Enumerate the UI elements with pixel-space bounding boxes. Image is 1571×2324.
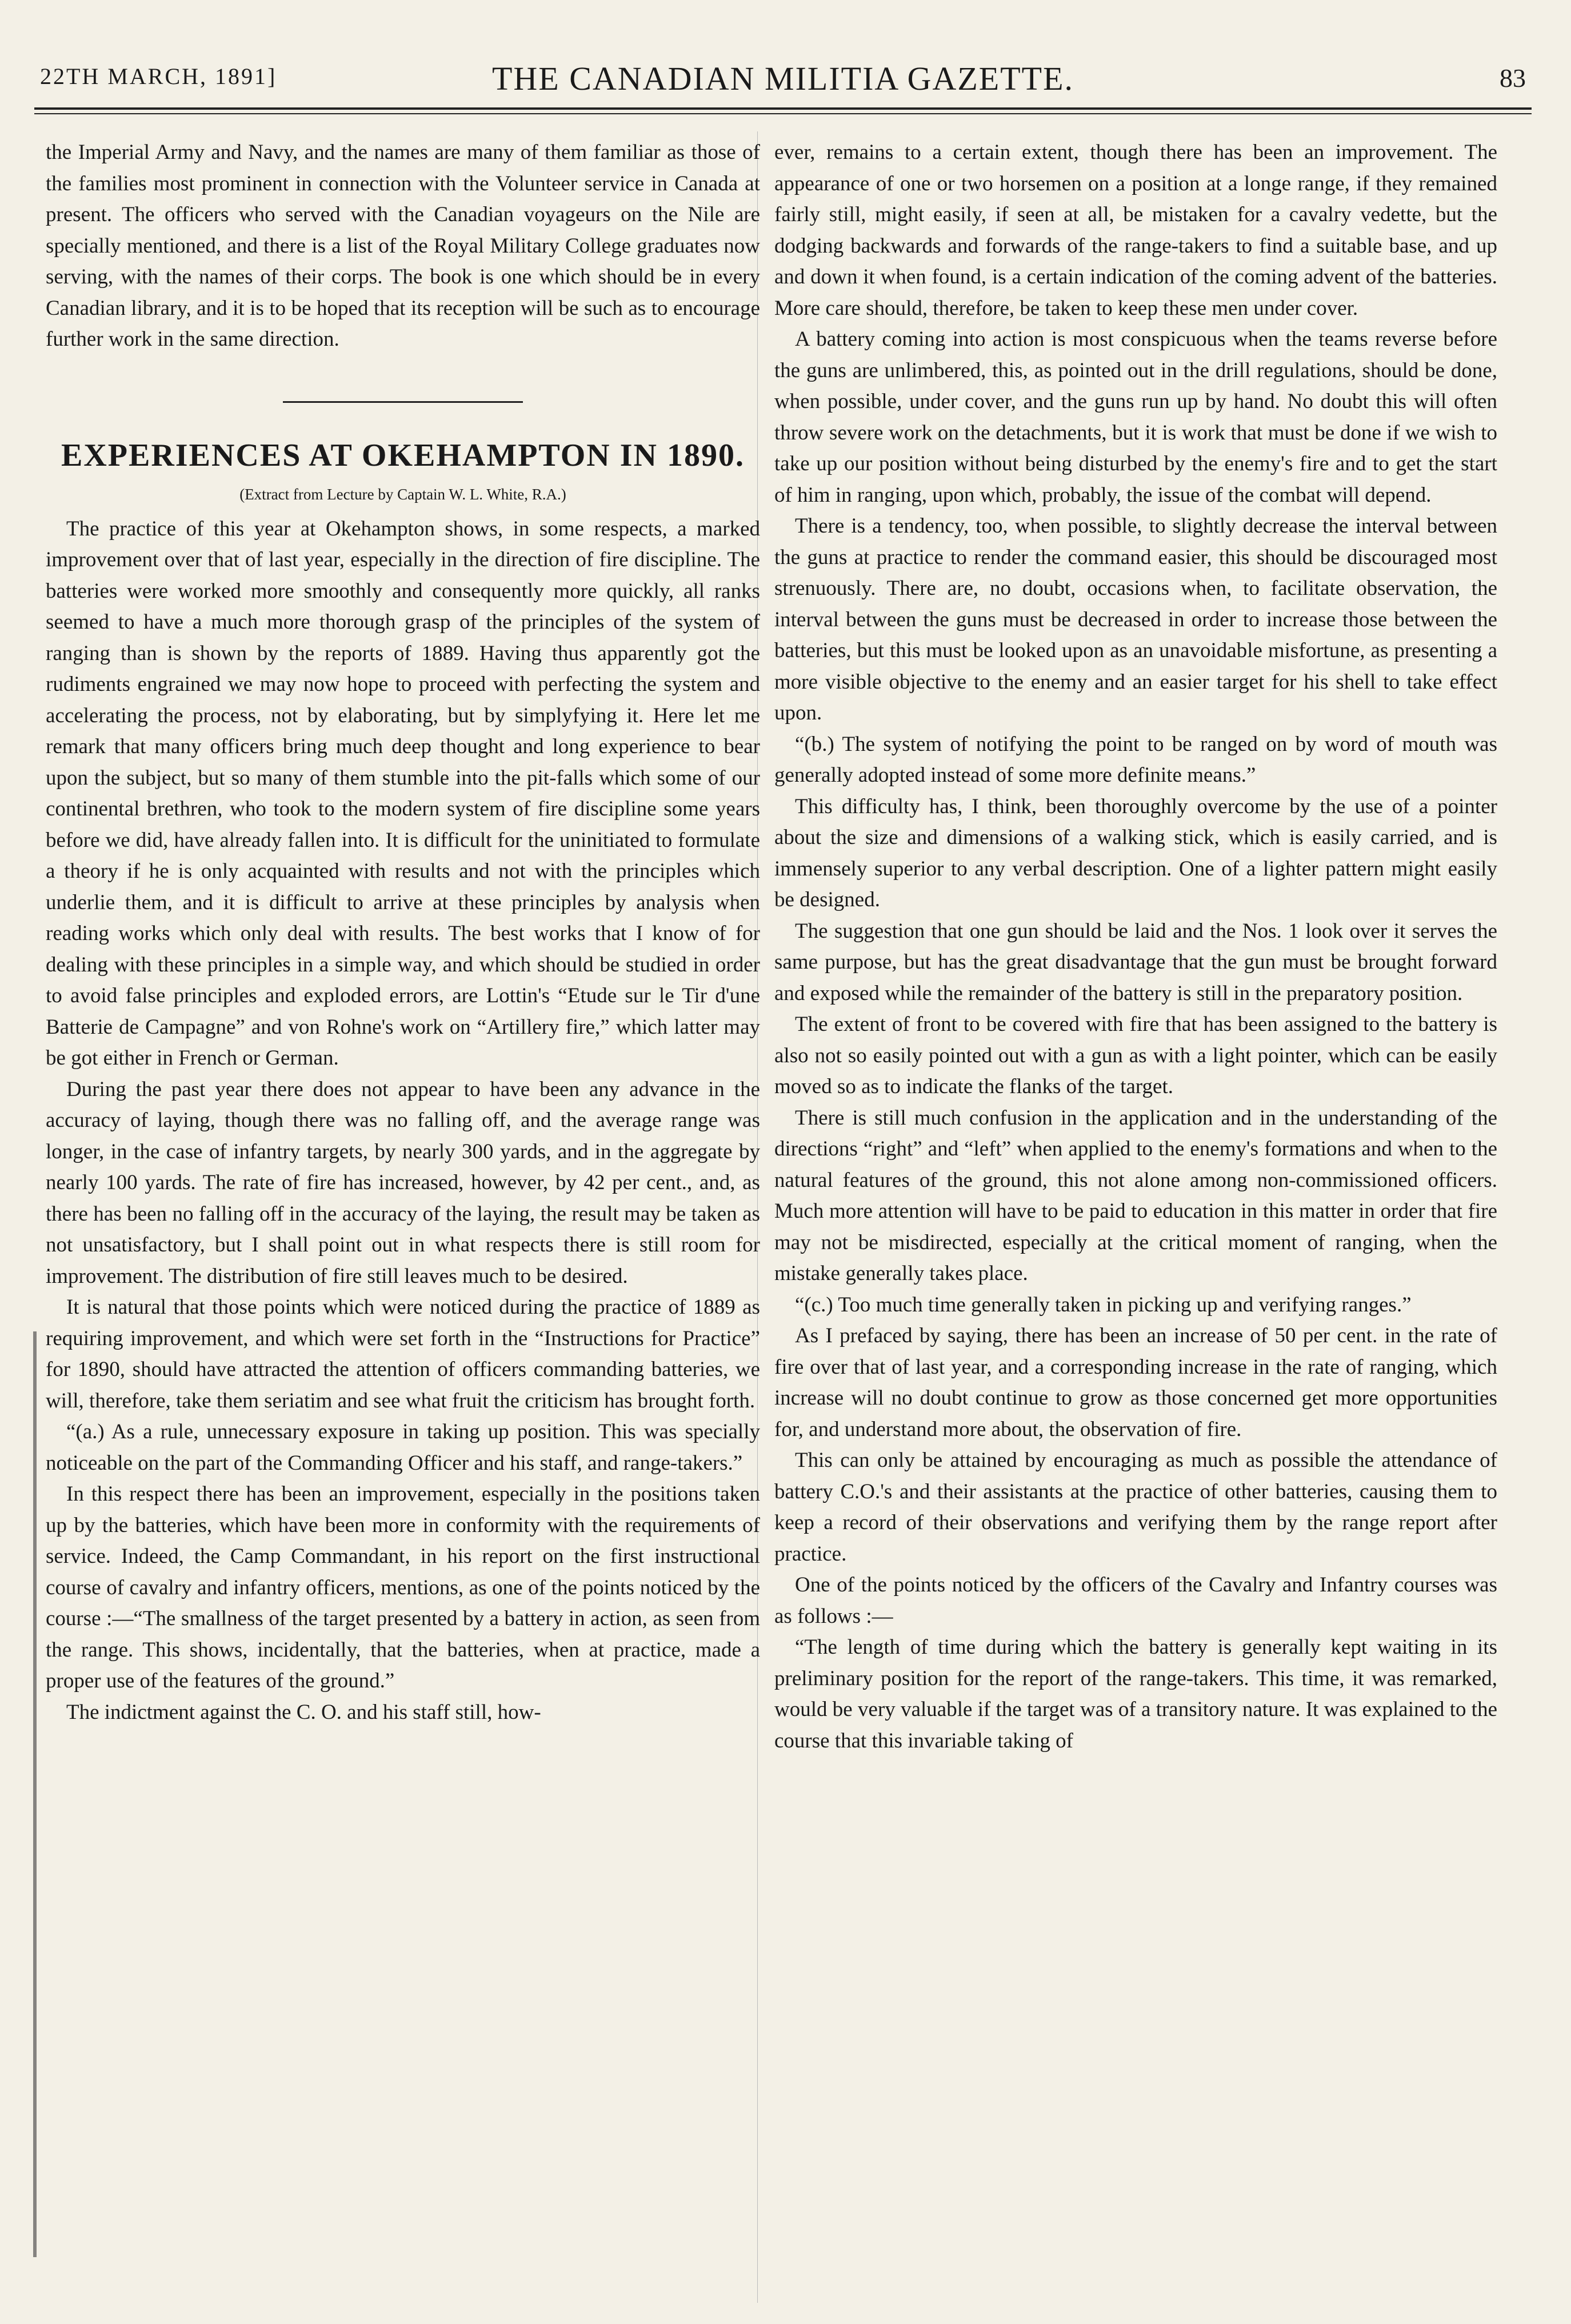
right-column — [774, 137, 1497, 1757]
article-heading: EXPERIENCES AT OKEHAMPTON IN 1890. — [61, 437, 745, 473]
quoted-paragraph: “(c.) Too much time generally taken in picking up and verifying ranges.” — [795, 1293, 1412, 1317]
body-paragraph: This difficulty has, I think, been thoroughly overcome by the use of a pointer about the size and dimensions of a walking stick, which is easily carried, and is immensely superior to any verbal description. One of a lighter pattern might easily be designed. — [774, 794, 1497, 911]
left-column — [46, 137, 760, 1728]
margin-scan-mark — [33, 1331, 37, 2257]
body-paragraph: The extent of front to be covered with fire that has been assigned to the battery is also not so easily pointed out with a gun as with a light pointer, which can be easily moved so as to indicate the flanks of the target. — [774, 1013, 1497, 1098]
body-paragraph: ever, remains to a certain extent, though there has been an improvement. The appearance of one or two horsemen on a position at a longe range, if they remained fairly still, might easily, if seen at all, be mistaken for a cavalry vedette, but the dodging backwards and forwards of the range-takers to find a suitable base, and up and down it when found, is a certain indication of the coming advent of the batteries. More care should, therefore, be taken to keep these men under cover. — [774, 141, 1497, 320]
body-paragraph: The practice of this year at Okehampton shows, in some respects, a marked improvement over that of last year, especially in the direction of fire discipline. The batteries were worked more smoothly and consequently more quickly, all ranks seemed to have a much more thorough grasp of the principles of the system of ranging than is shown by the reports of 1889. Having thus apparently got the rudiments engrained we may now hope to proceed with perfecting the system and accelerating the process, not by elaborating, but by simplyfying it. Here let me remark that many officers bring much deep thought and long experience to bear upon the subject, but so many of them stumble into the pit-falls which some of our continental brethren, who took to the modern system of fire discipline some years before we did, have already fallen into. It is difficult for the uninitiated to formulate a theory if he is only acquainted with results and not with the principles which underlie them, and it is difficult to arrive at these principles by analysis when reading works which only deal with results. The best works that I know of for dealing with these principles in a simple way, and which should be studied in order to avoid false principles and exploded errors, are Lottin's “Etude sur le Tir d'une Batterie de Campagne” and von Rohne's work on “Artillery fire,” which latter may be got either in French or German. — [46, 517, 760, 1070]
body-paragraph: One of the points noticed by the officers of the Cavalry and Infantry courses was as follows :— — [774, 1573, 1497, 1628]
body-paragraph: A battery coming into action is most conspicuous when the teams reverse before the guns are unlimbered, this, as pointed out in the drill regulations, should be done, when possible, under cover, and the guns run up by hand. No doubt this will often throw severe work on the detachments, but it is work that must be done if we wish to take up our position without being disturbed by the enemy's fire and to get the start of him in ranging, upon which, probably, the issue of the combat will depend. — [774, 327, 1497, 507]
body-paragraph: There is a tendency, too, when possible, to slightly decrease the interval between the guns at practice to render the command easier, this should be discouraged most strenuously. There are, no doubt, occasions when, to facilitate observation, the interval between the guns must be decreased in order to increase those between the batteries, but this must be looked upon as an unavoidable misfortune, as presenting a more visible objective to the enemy and an easier target for his shell to take effect upon. — [774, 514, 1497, 725]
quoted-paragraph: “(b.) The system of notifying the point to be ranged on by word of mouth was generally adopted instead of some more definite means.” — [774, 732, 1497, 787]
body-paragraph: As I prefaced by saying, there has been an increase of 50 per cent. in the rate of fire over that of last year, and a corresponding increase in the rate of ranging, which increase will no doubt continue to grow as those concerned get more opportunities for, and understand more about, the observation of fire. — [774, 1324, 1497, 1441]
quoted-paragraph: “The length of time during which the battery is generally kept waiting in its preliminary position for the report of the range-takers. This time, it was remarked, would be very valuable if the target was of a transitory nature. It was explained to the course that this invariable taking of — [774, 1635, 1497, 1753]
body-paragraph: There is still much confusion in the application and in the understanding of the directions “right” and “left” when applied to the enemy's formations and when to the natural features of the ground, this not alone among non-commissioned officers. Much more attention will have to be paid to education in this matter in order that fire may not be misdirected, especially at the critical moment of ranging, when the mistake generally takes place. — [774, 1106, 1497, 1285]
body-paragraph: It is natural that those points which were noticed during the practice of 1889 as requiring improvement, and which were set forth in the “Instructions for Practice” for 1890, should have attracted the attention of officers commanding batteries, we will, therefore, take them seriatim and see what fruit the criticism has brought forth. — [46, 1295, 760, 1413]
page-number: 83 — [1500, 63, 1526, 93]
quoted-paragraph: “(a.) As a rule, unnecessary exposure in taking up position. This was specially noticeable on the part of the Commanding Officer and his staff, and range-takers.” — [46, 1420, 760, 1475]
body-paragraph: In this respect there has been an improvement, especially in the positions taken up by the batteries, which have been more in conformity with the requirements of service. Indeed, the Camp Commandant, in his report on the first instructional course of cavalry and infantry officers, mentions, as one of the points noticed by the course :—“The smallness of the target presented by a battery in action, as seen from the range. This shows, incidentally, that the batteries, when at practice, made a proper use of the features of the ground.” — [46, 1482, 760, 1693]
body-paragraph: The indictment against the C. O. and his staff still, how- — [66, 1700, 541, 1724]
issue-date: 22TH MARCH, 1891] — [40, 63, 277, 89]
body-paragraph: The suggestion that one gun should be laid and the Nos. 1 look over it serves the same purpose, but has the great disadvantage that the gun must be brought forward and exposed while the remainder of the battery is still in the preparatory position. — [774, 919, 1497, 1005]
running-header — [40, 60, 1526, 109]
intro-paragraph: the Imperial Army and Navy, and the names are many of them familiar as those of the families most prominent in connection with the Volunteer service in Canada at present. The officers who served with the Canadian voyageurs on the Nile are specially mentioned, and there is a list of the Royal Military College graduates now serving, with the names of their corps. The book is one which should be in every Canadian library, and it is to be hoped that its reception will be such as to encourage further work in the same direction. — [46, 141, 760, 351]
body-paragraph: This can only be attained by encouraging as much as possible the attendance of battery C.O.'s and their assistants at the practice of other batteries, causing them to keep a record of their observations and verifying them by the range report after practice. — [774, 1449, 1497, 1566]
header-rule-thick — [34, 107, 1532, 110]
body-paragraph: During the past year there does not appear to have been any advance in the accuracy of laying, though there was no falling off, and the average range was longer, in the case of infantry targets, by nearly 300 yards, and in the aggregate by nearly 100 yards. The rate of fire has increased, however, by 42 per cent., and, as there has been no falling off in the accuracy of the laying, the result may be taken as not unsatisfactory, but I shall point out in what respects there is still room for improvement. The distribution of fire still leaves much to be desired. — [46, 1077, 760, 1288]
section-divider — [283, 401, 523, 403]
article-byline: (Extract from Lecture by Captain W. L. White, R.A.) — [239, 485, 566, 503]
header-rule-thin — [34, 113, 1532, 114]
publication-title: THE CANADIAN MILITIA GAZETTE. — [491, 60, 1074, 97]
